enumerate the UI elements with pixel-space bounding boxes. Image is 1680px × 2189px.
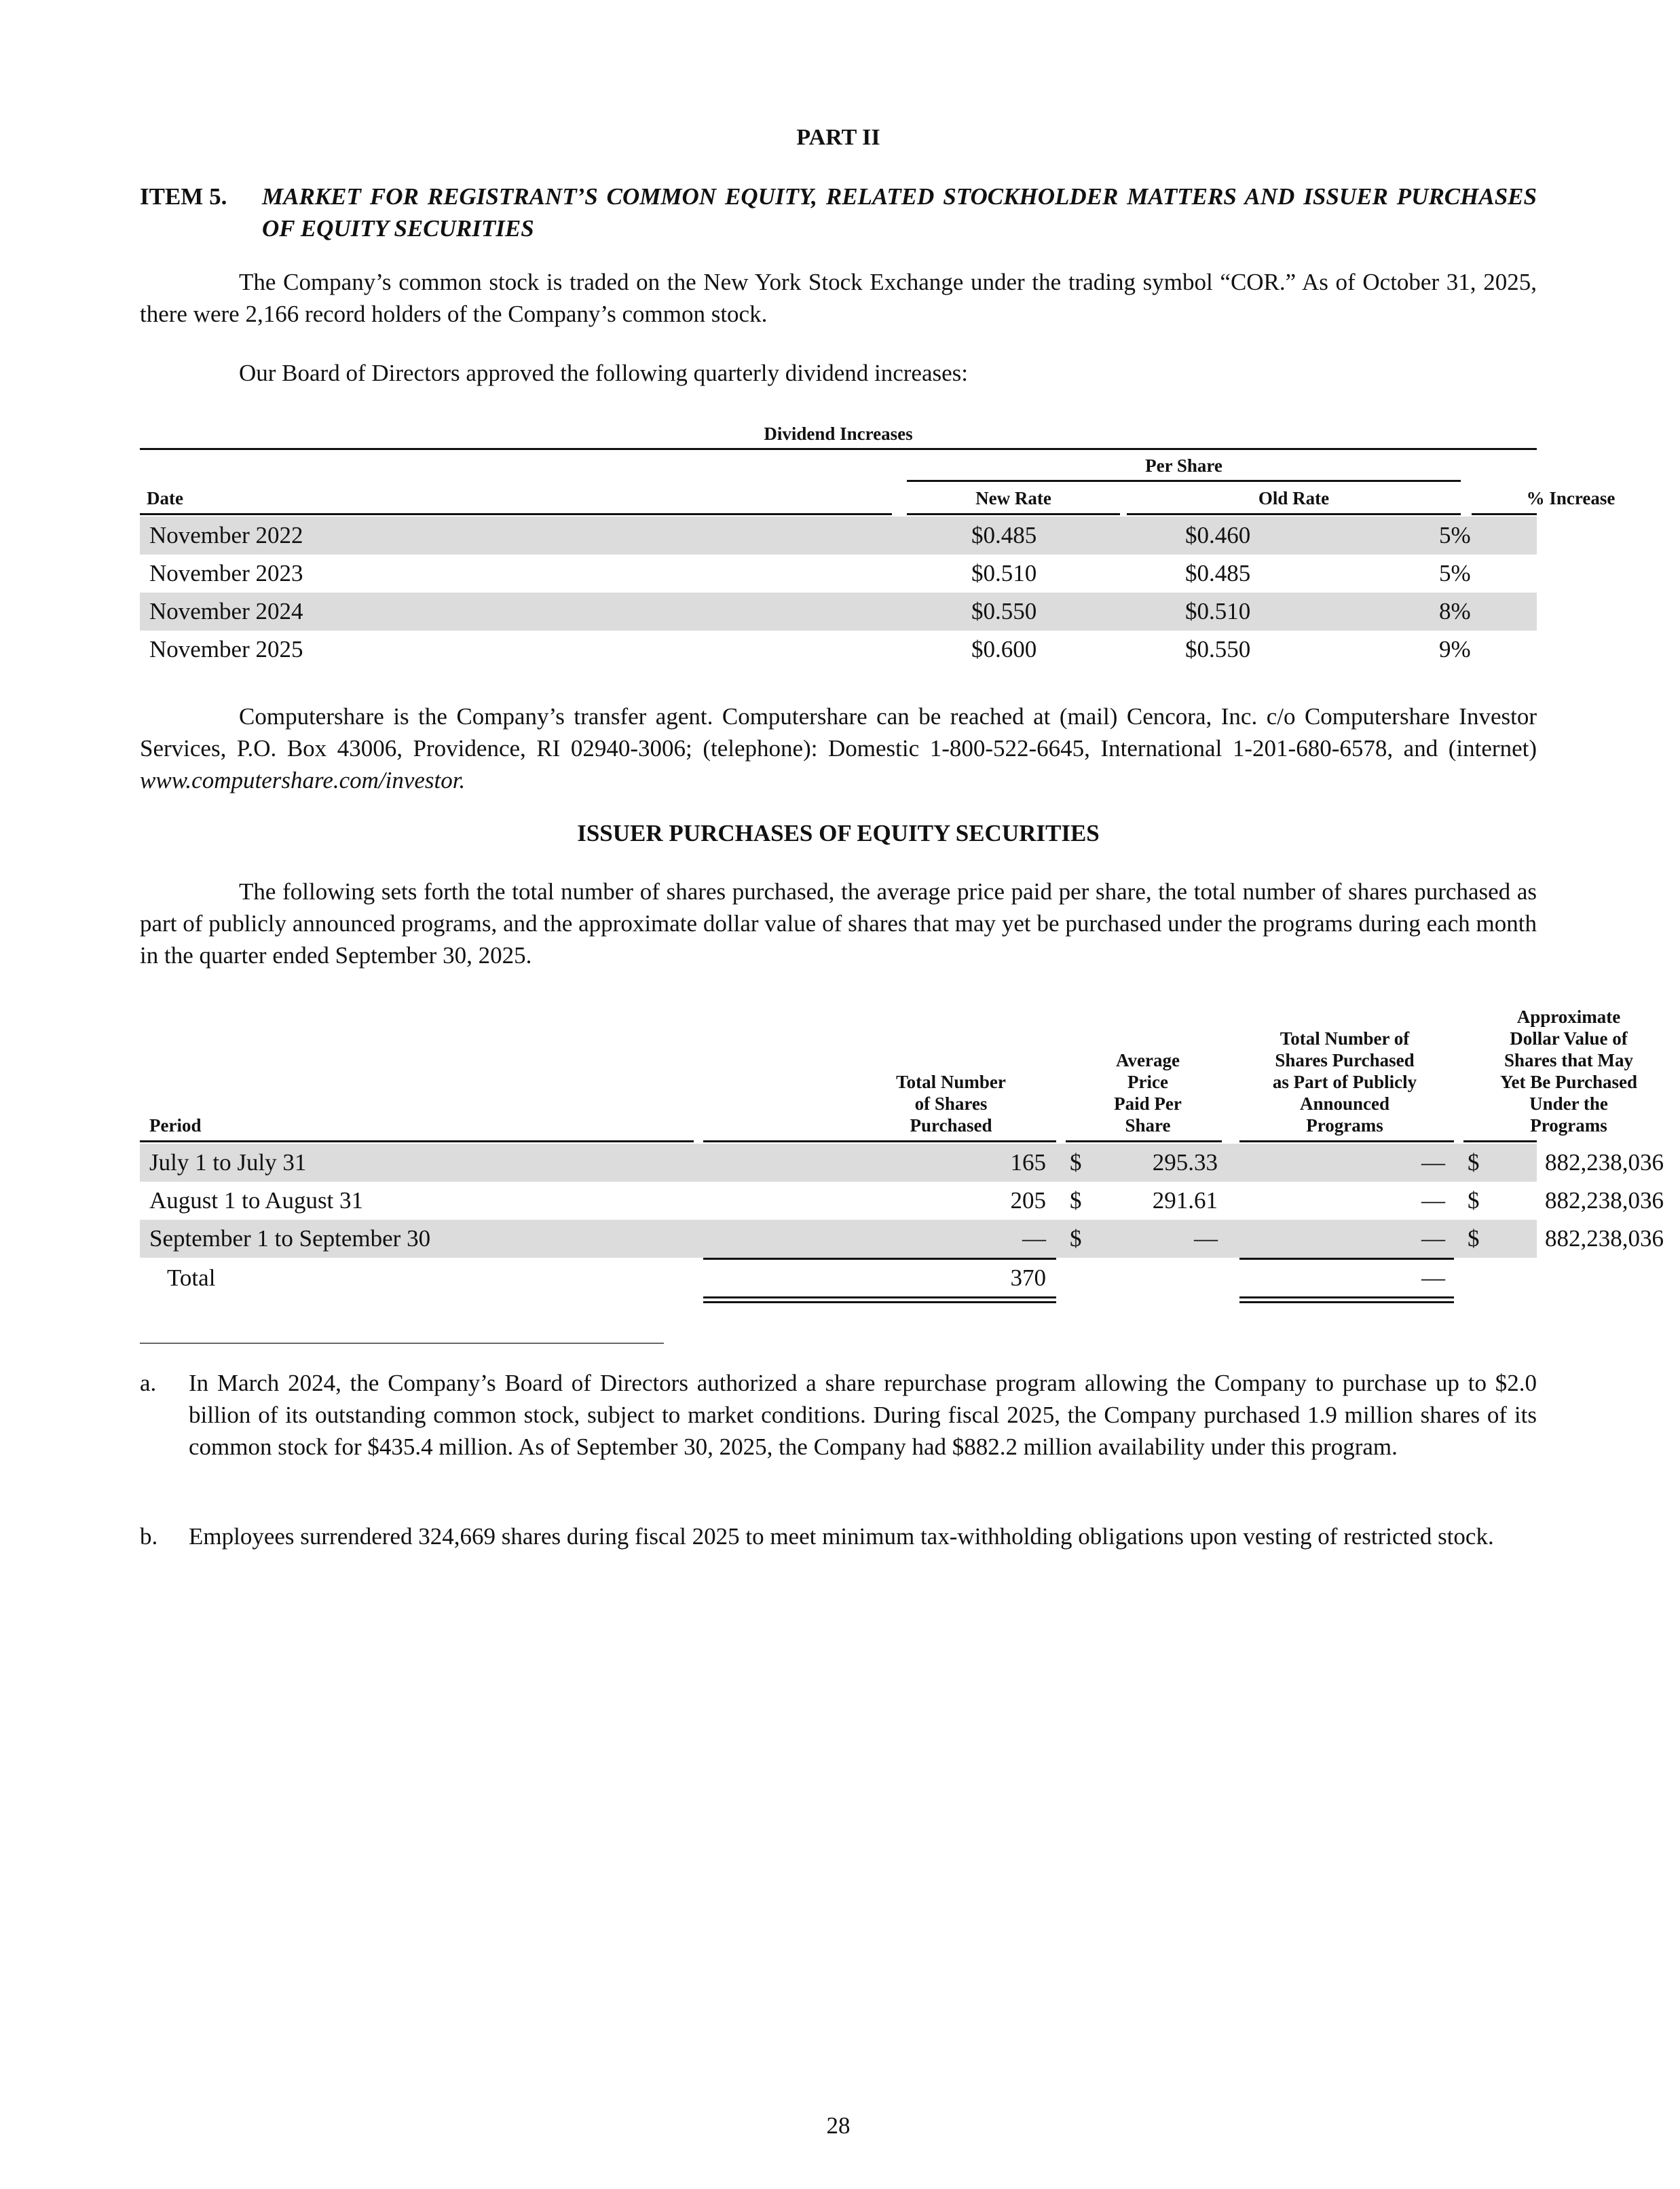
per-share-header: Per Share [1145, 455, 1222, 476]
item-title: MARKET FOR REGISTRANT’S COMMON EQUITY, RELATED STOCKHOLDER MATTERS AND ISSUER PURCHASES OF EQUITY SECURITIES [262, 183, 1537, 242]
pct-cell: 5% [1439, 522, 1471, 548]
table-rule [1127, 513, 1461, 515]
program-shares-cell: — [1421, 1187, 1445, 1214]
header-line: Shares Purchased [1275, 1050, 1415, 1070]
double-rule [1239, 1296, 1454, 1303]
total-label: Total [167, 1265, 216, 1291]
new-rate-cell: $0.510 [971, 560, 1037, 586]
dollar-value-cell: 882,238,036 [1545, 1149, 1664, 1176]
value-currency-cell: $ [1468, 1149, 1480, 1176]
new-rate-cell: $0.600 [971, 636, 1037, 662]
document-page [140, 0, 1664, 2189]
table-row [140, 555, 1537, 593]
pct-cell: 8% [1439, 598, 1471, 624]
double-rule [703, 1296, 1056, 1303]
header-line: of Shares [914, 1093, 988, 1114]
value-currency-cell: $ [1468, 1187, 1480, 1214]
new-rate-cell: $0.485 [971, 522, 1037, 548]
header-line: Programs [1306, 1115, 1383, 1136]
footnote-text: Employees surrendered 324,669 shares during fiscal 2025 to meet minimum tax-withholding obligations upon vesting of restricted stock. [189, 1523, 1494, 1550]
header-line: Price [1127, 1072, 1168, 1092]
dollar-value-header [1457, 1006, 1680, 1136]
header-line: Purchased [910, 1115, 992, 1136]
table-rule [1239, 1140, 1454, 1142]
page-number: 28 [826, 2112, 851, 2139]
period-cell: September 1 to September 30 [149, 1225, 431, 1252]
table-row [140, 1220, 1664, 1258]
header-line: Paid Per [1114, 1093, 1182, 1114]
header-line: as Part of Publicly [1272, 1072, 1417, 1092]
header-line: Average [1116, 1050, 1180, 1070]
value-currency-cell: $ [1468, 1225, 1480, 1252]
header-line: Shares that May [1504, 1050, 1633, 1070]
new-rate-cell: $0.550 [971, 598, 1037, 624]
header-line: Share [1125, 1115, 1171, 1136]
purchases-intro-paragraph [140, 876, 1537, 971]
table-rule [140, 513, 892, 515]
date-cell: November 2022 [149, 522, 303, 548]
issuer-purchases-heading: ISSUER PURCHASES OF EQUITY SECURITIES [577, 820, 1100, 846]
footnote-marker: b. [140, 1523, 158, 1550]
table-rule [907, 513, 1120, 515]
program-shares-cell: — [1421, 1265, 1445, 1291]
date-cell: November 2025 [149, 636, 303, 662]
header-line: Total Number of [1280, 1028, 1410, 1049]
total-shares-header [839, 1071, 1063, 1136]
paragraph-text: Computershare is the Company’s transfer agent. Computershare can be reached at (mail) Cencora, Inc. c/o Computershare Investor Services, P.O. Box 43006, Providence, RI 02940-3006; (telephone): Domestic 1-800-522-6645, International 1-201-680-6578, and (internet) [140, 703, 1537, 762]
avg-price-cell: — [1194, 1225, 1218, 1252]
header-line: Total Number [896, 1072, 1006, 1092]
period-cell: August 1 to August 31 [149, 1187, 364, 1214]
date-cell: November 2023 [149, 560, 303, 586]
new-rate-header: New Rate [975, 488, 1051, 508]
paragraph-text: Our Board of Directors approved the following quarterly dividend increases: [239, 360, 968, 386]
table-rule [1066, 1140, 1222, 1142]
stock-exchange-paragraph [140, 266, 1537, 330]
computershare-link[interactable]: www.computershare.com/investor. [140, 767, 466, 793]
header-line: Approximate [1516, 1007, 1621, 1027]
total-shares-cell: — [1022, 1225, 1046, 1252]
header-line: Under the [1529, 1093, 1608, 1114]
program-shares-header [1239, 1028, 1450, 1136]
table-row [140, 631, 1537, 669]
dividend-intro-paragraph [140, 357, 1537, 389]
header-line: Yet Be Purchased [1500, 1072, 1637, 1092]
table-rule [907, 480, 1461, 482]
footnote-a [140, 1367, 1537, 1495]
footnote-b [140, 1520, 1537, 1584]
table-rule [1472, 513, 1537, 515]
pct-cell: 5% [1439, 560, 1471, 586]
pct-increase-header: % Increase [1526, 488, 1616, 508]
table-row [140, 1182, 1664, 1220]
old-rate-cell: $0.510 [1185, 598, 1251, 624]
pct-cell: 9% [1439, 636, 1471, 662]
transfer-agent-paragraph [140, 700, 1537, 796]
old-rate-cell: $0.460 [1185, 522, 1251, 548]
table-row [140, 1144, 1664, 1182]
avg-price-cell: 295.33 [1152, 1149, 1218, 1176]
period-cell: July 1 to July 31 [149, 1149, 307, 1176]
date-cell: November 2024 [149, 598, 303, 624]
footnote-text: In March 2024, the Company’s Board of Directors authorized a share repurchase program allowing the Company to purchase up to $2.0 billion of its outstanding common stock, subject to market conditions. During fiscal 2025, the Company purchased 1.9 million shares of its common stock for $435.4 million. As of September 30, 2025, the Company had $882.2 million availability under this program. [189, 1370, 1537, 1460]
table-row [140, 517, 1537, 555]
part-heading: PART II [796, 125, 880, 150]
total-shares-cell: 165 [1010, 1149, 1046, 1176]
table-rule [703, 1140, 1056, 1142]
table-rule [140, 448, 1537, 450]
table-rule [140, 1140, 694, 1142]
price-currency-cell: $ [1070, 1225, 1082, 1252]
old-rate-header: Old Rate [1258, 488, 1330, 508]
dollar-value-cell: 882,238,036 [1545, 1187, 1664, 1214]
program-shares-cell: — [1421, 1149, 1445, 1176]
old-rate-cell: $0.550 [1185, 636, 1251, 662]
total-row [140, 1259, 1537, 1297]
header-line: Programs [1530, 1115, 1607, 1136]
date-header: Date [147, 488, 183, 508]
period-header: Period [149, 1115, 202, 1136]
item-number: ITEM 5. [140, 183, 227, 210]
footnote-marker: a. [140, 1370, 157, 1396]
program-shares-cell: — [1421, 1225, 1445, 1252]
total-shares-cell: 370 [1010, 1265, 1046, 1291]
old-rate-cell: $0.485 [1185, 560, 1251, 586]
paragraph-text: The following sets forth the total number of shares purchased, the average price paid per share, the total number of shares purchased as part of publicly announced programs, and the approximate dollar value of shares that may yet be purchased under the programs during each month in the quarter ended September 30, 2025. [140, 878, 1537, 969]
dollar-value-cell: 882,238,036 [1545, 1225, 1664, 1252]
footnote-divider [140, 1343, 664, 1344]
dividend-table-title: Dividend Increases [764, 424, 913, 444]
table-rule [1463, 1140, 1537, 1142]
table-row [140, 593, 1537, 631]
paragraph-text: The Company’s common stock is traded on the New York Stock Exchange under the trading symbol “COR.” As of October 31, 2025, there were 2,166 record holders of the Company’s common stock. [140, 269, 1537, 327]
header-line: Announced [1299, 1093, 1390, 1114]
header-line: Dollar Value of [1510, 1028, 1628, 1049]
avg-price-header [1070, 1049, 1226, 1136]
total-shares-cell: 205 [1010, 1187, 1046, 1214]
price-currency-cell: $ [1070, 1149, 1082, 1176]
avg-price-cell: 291.61 [1152, 1187, 1218, 1214]
price-currency-cell: $ [1070, 1187, 1082, 1214]
